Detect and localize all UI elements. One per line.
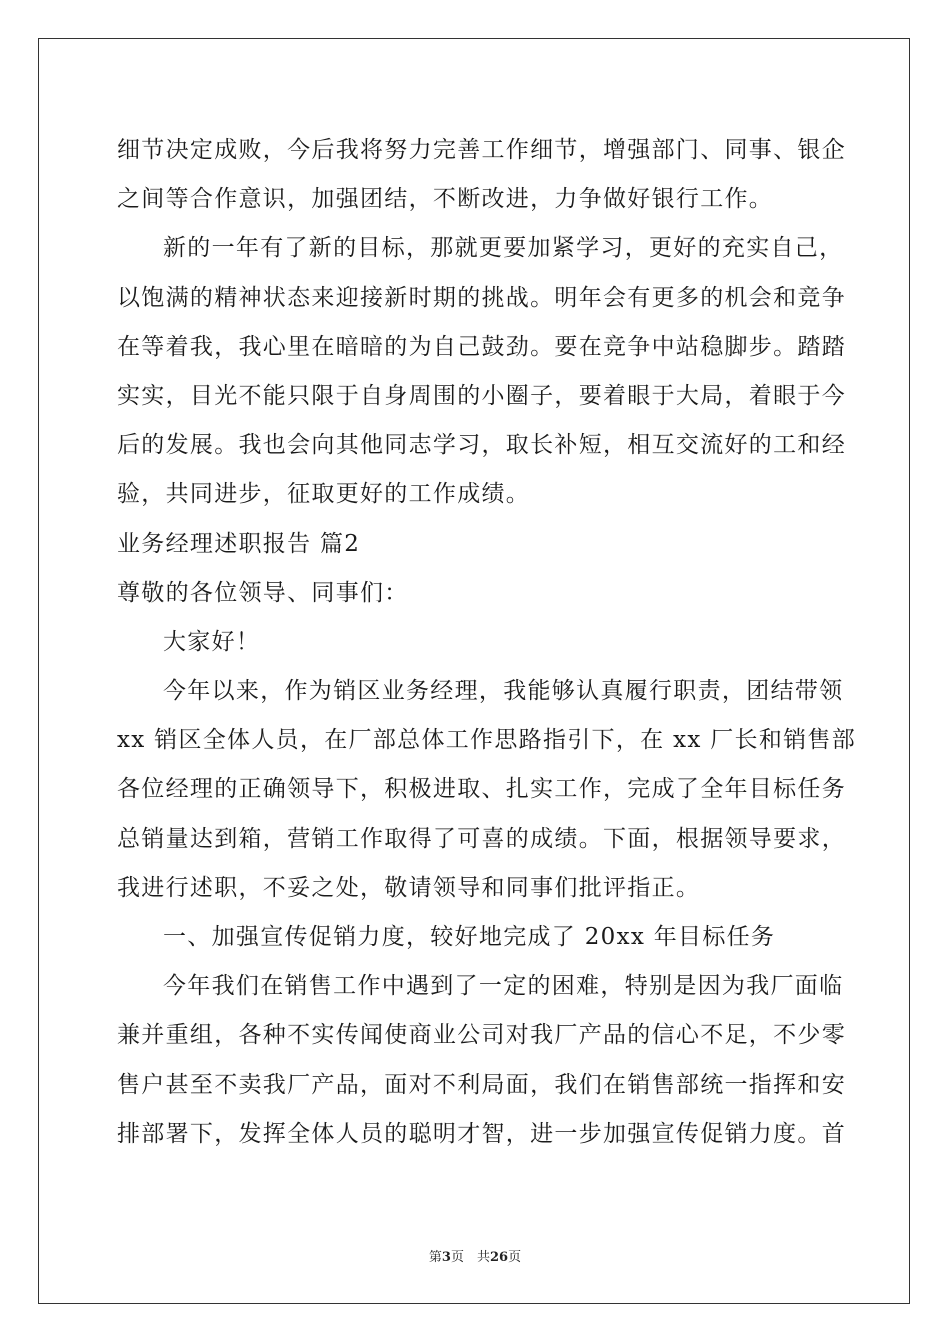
text-line: 以饱满的精神状态来迎接新时期的挑战。明年会有更多的机会和竞争 (117, 284, 846, 311)
text-line: 后的发展。我也会向其他同志学习，取长补短，相互交流好的工和经 (117, 432, 846, 459)
text-line: 售户甚至不卖我厂产品，面对不利局面，我们在销售部统一指挥和安 (117, 1071, 846, 1098)
text-line: 之间等合作意识，加强团结，不断改进，力争做好银行工作。 (117, 186, 774, 213)
total-page-count: 26 (489, 1250, 509, 1265)
text-line: 今年我们在销售工作中遇到了一定的困难，特别是因为我厂面临 (163, 973, 844, 1000)
text-line: 业务经理述职报告 篇2 (117, 530, 361, 557)
page-footer (0, 1246, 950, 1265)
text-line: 排部署下，发挥全体人员的聪明才智，进一步加强宣传促销力度。首 (117, 1120, 846, 1147)
footer-suffix: 页 (508, 1250, 522, 1265)
document-body (117, 126, 857, 1159)
text-line: 各位经理的正确领导下，积极进取、扎实工作，完成了全年目标任务 (117, 776, 846, 803)
footer-prefix: 第 (428, 1250, 442, 1265)
text-line: 实实，目光不能只限于自身周围的小圈子，要着眼于大局，着眼于今 (117, 382, 846, 409)
text-line: 兼并重组，各种不实传闻使商业公司对我厂产品的信心不足，不少零 (117, 1022, 846, 1049)
text-line: 在等着我，我心里在暗暗的为自己鼓劲。要在竞争中站稳脚步。踏踏 (117, 333, 846, 360)
text-line: 新的一年有了新的目标，那就更要加紧学习，更好的充实自己， (163, 235, 844, 262)
text-line: 总销量达到箱，营销工作取得了可喜的成绩。下面，根据领导要求， (117, 825, 846, 852)
text-line: 尊敬的各位领导、同事们： (117, 579, 409, 606)
text-line: 我进行述职，不妥之处，敬请领导和同事们批评指正。 (117, 874, 701, 901)
text-line: 大家好！ (163, 628, 261, 655)
text-line: 一、加强宣传促销力度，较好地完成了 20xx 年目标任务 (163, 924, 776, 950)
text-line: 细节决定成败，今后我将努力完善工作细节，增强部门、同事、银企 (117, 137, 846, 163)
current-page-number: 3 (441, 1250, 451, 1265)
text-line: xx 销区全体人员，在厂部总体工作思路指引下，在 xx 厂长和销售部 (117, 727, 857, 754)
footer-mid: 页 共 (450, 1250, 490, 1265)
text-line: 验，共同进步，征取更好的工作成绩。 (117, 481, 531, 508)
text-line: 今年以来，作为销区业务经理，我能够认真履行职责，团结带领 (163, 678, 844, 705)
